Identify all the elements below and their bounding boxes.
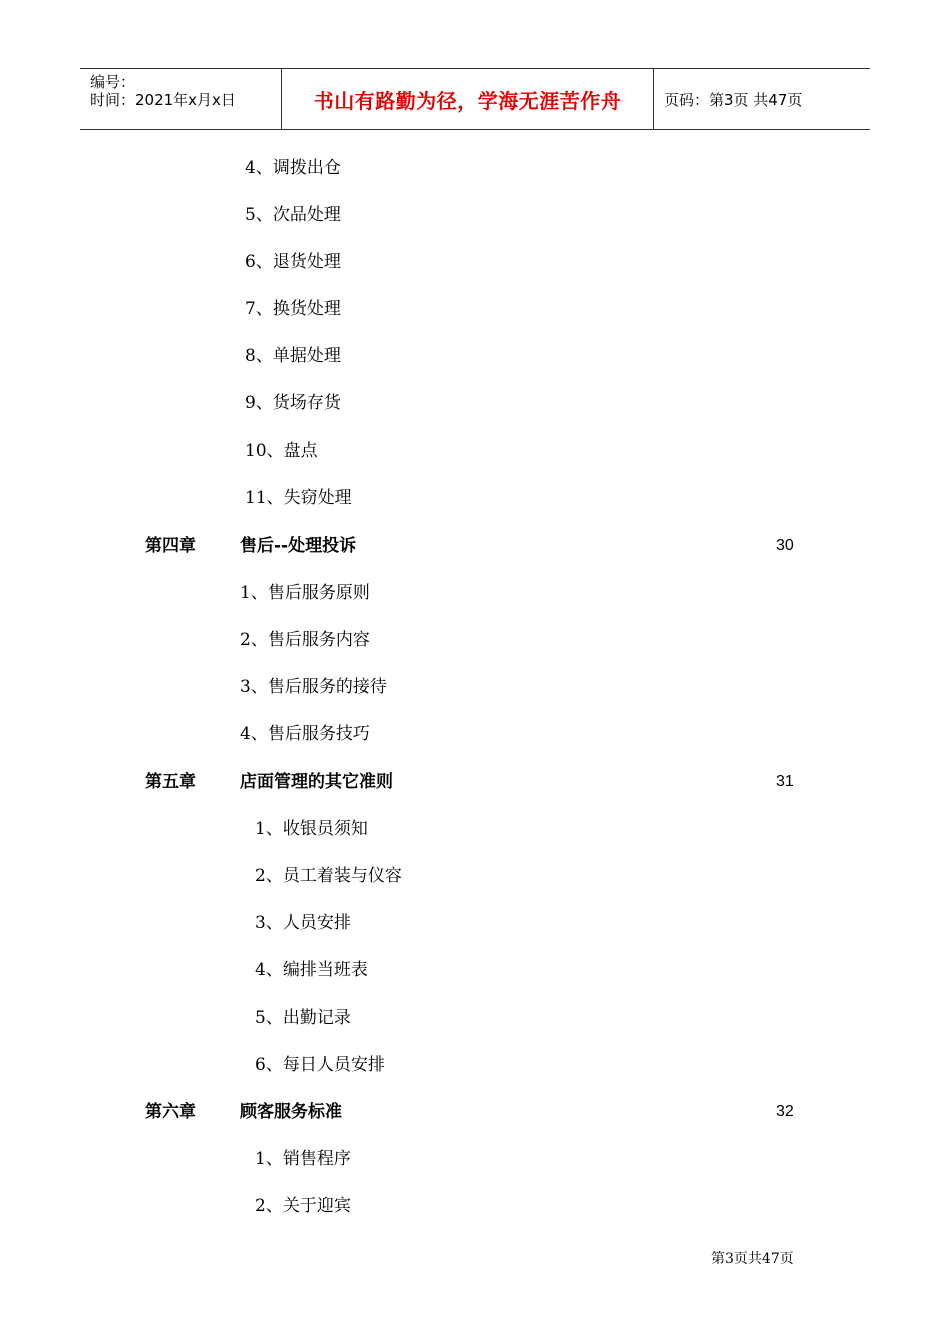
toc-item: 10、盘点 — [245, 441, 318, 461]
toc-item: 4、调拨出仓 — [245, 158, 341, 178]
chapter-label: 第四章 — [145, 536, 196, 556]
chapter-title: 顾客服务标准 — [240, 1102, 342, 1122]
doc-number-label: 编号： — [90, 73, 136, 91]
chapter-page-number: 32 — [776, 1103, 794, 1120]
chapter-page-number: 30 — [776, 537, 794, 554]
toc-item: 7、换货处理 — [245, 299, 341, 319]
toc-item: 1、销售程序 — [255, 1149, 351, 1169]
toc-item: 8、单据处理 — [245, 346, 341, 366]
toc-item: 3、售后服务的接待 — [240, 677, 387, 697]
chapter-title: 店面管理的其它准则 — [240, 772, 393, 792]
toc-item: 9、货场存货 — [245, 393, 341, 413]
toc-item: 6、退货处理 — [245, 252, 341, 272]
toc-item: 1、售后服务原则 — [240, 583, 370, 603]
toc-item: 2、员工着装与仪容 — [255, 866, 402, 886]
toc-item: 11、失窃处理 — [245, 488, 352, 508]
toc-item: 1、收银员须知 — [255, 819, 368, 839]
chapter-page-number: 31 — [776, 773, 794, 790]
page-footer: 第3页共47页 — [711, 1251, 794, 1267]
toc-item: 4、售后服务技巧 — [240, 724, 370, 744]
toc-item: 3、人员安排 — [255, 913, 351, 933]
chapter-label: 第六章 — [145, 1102, 196, 1122]
toc-item: 5、次品处理 — [245, 205, 341, 225]
toc-item: 4、编排当班表 — [255, 960, 368, 980]
doc-time-label: 时间：2021年x月x日 — [90, 91, 236, 109]
toc-item: 5、出勤记录 — [255, 1008, 351, 1028]
toc-item: 2、关于迎宾 — [255, 1196, 351, 1216]
chapter-title: 售后--处理投诉 — [240, 536, 357, 556]
header-motto: 书山有路勤为径，学海无涯苦作舟 — [313, 88, 622, 113]
toc-item: 6、每日人员安排 — [255, 1055, 385, 1075]
header-motto-cell — [282, 69, 654, 129]
header-page-cell — [654, 69, 870, 129]
chapter-label: 第五章 — [145, 772, 196, 792]
page-header — [80, 68, 870, 130]
header-page-label: 页码：第3页 共47页 — [664, 90, 803, 109]
header-meta — [80, 69, 282, 129]
toc-item: 2、售后服务内容 — [240, 630, 370, 650]
